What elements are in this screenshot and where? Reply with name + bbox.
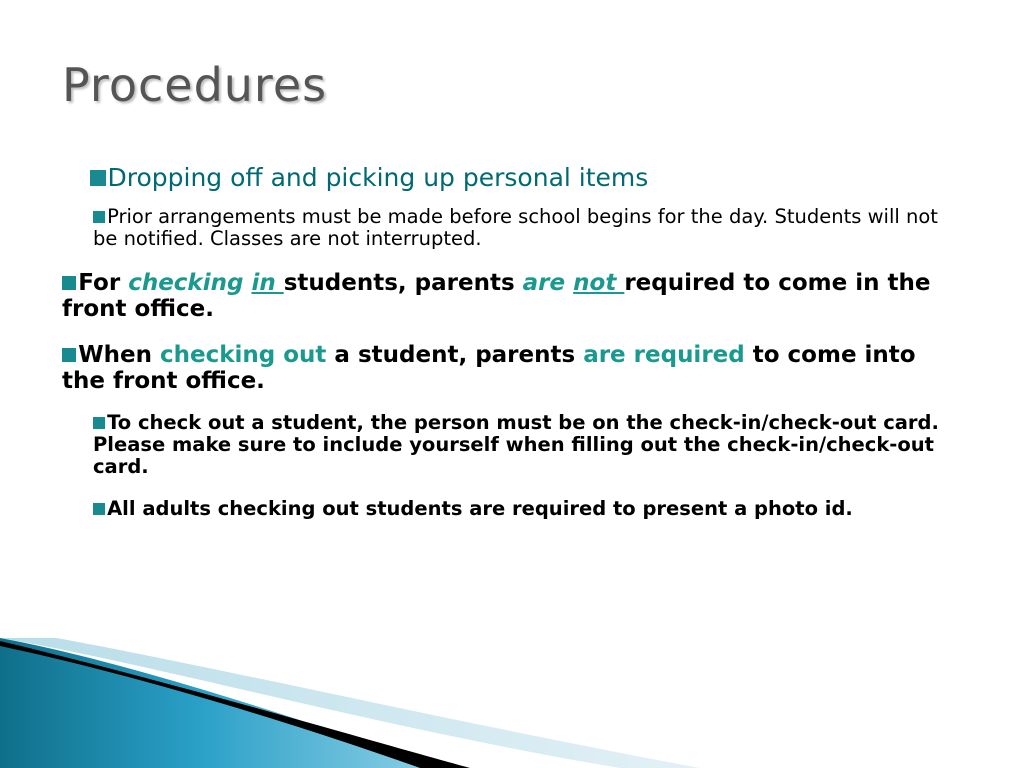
corner-decoration: [0, 638, 1024, 768]
square-bullet-icon: [93, 503, 105, 515]
bullet-text: a student, parents: [326, 342, 584, 369]
slide-body: [62, 164, 962, 520]
bullet-text: students, parents: [283, 270, 523, 297]
highlight-not: not: [573, 270, 625, 297]
highlight-in: in: [251, 270, 284, 297]
sub-bullet-checkout-card: [93, 412, 973, 478]
bullet-text: When: [78, 342, 160, 369]
bullet-dropping-off: [90, 164, 962, 192]
highlight-checking: checking: [128, 270, 244, 297]
highlight-are: are: [522, 270, 566, 297]
square-bullet-icon: [62, 276, 76, 290]
bullet-checking-out: [62, 342, 922, 394]
bullet-text: To check out a student, the person must be on the check-in/check-out card. Please make sure to include yourself when filling out the check-in/check-out card.: [93, 411, 939, 479]
square-bullet-icon: [62, 348, 76, 362]
sub-bullet-photo-id: [93, 498, 962, 520]
sub-bullet-prior-arrangements: [93, 206, 963, 250]
slide-title: Procedures: [62, 58, 328, 112]
bullet-checking-in: [62, 270, 942, 322]
square-bullet-icon: [93, 417, 105, 429]
highlight-are-required: are required: [583, 342, 745, 369]
square-bullet-icon: [93, 211, 105, 223]
bullet-text: required to come in the front office.: [62, 270, 931, 323]
square-bullet-icon: [90, 170, 106, 186]
highlight-checking-out: checking out: [159, 342, 327, 369]
bullet-text: For: [78, 270, 129, 297]
space: [565, 270, 573, 296]
bullet-text: Dropping off and picking up personal items: [107, 163, 649, 192]
bullet-text: All adults checking out students are required to present a photo id.: [107, 497, 853, 521]
bullet-text: Prior arrangements must be made before school begins for the day. Students will not be notified. Classes are not interrupted.: [93, 205, 938, 251]
bullet-text: to come into the front office.: [62, 342, 916, 395]
